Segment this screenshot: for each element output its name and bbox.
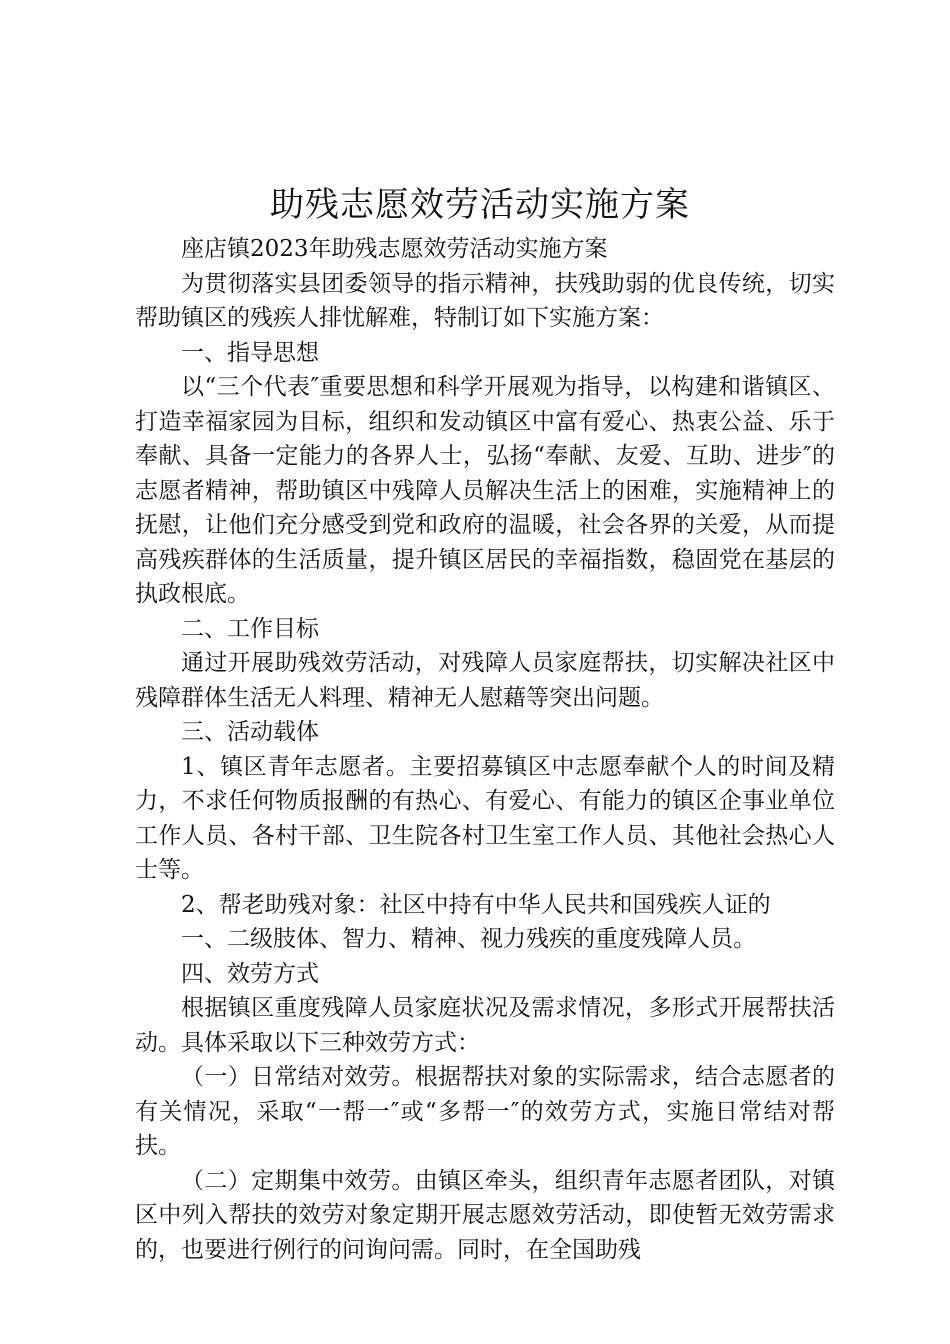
section-heading-work-goals: 二、工作目标 xyxy=(181,615,319,642)
paragraph-service-methods: 根据镇区重度残障人员家庭状况及需求情况，多形式开展帮扶活动。具体采取以下三种效劳方式： xyxy=(135,995,835,1056)
paragraph-assistance-targets: 2、帮老助残对象：社区中持有中华人民共和国残疾人证的 xyxy=(181,891,771,918)
paragraph-guiding-ideology: 以“三个代表″重要思想和科学开展观为指导，以构建和谐镇区、打造幸福家园为目标，组织和发动镇区中富有爱心、热衷公益、乐于奉献、具备一定能力的各界人士，弘扬“奉献、友爱、互助、进步″的志愿者精神，帮助镇区中残障人员解决生活上的困难，实施精神上的抚慰，让他们充分感受到党和政府的温暖，社会各界的关爱，从而提高残疾群体的生活质量，提升镇区居民的幸福指数，稳固党在基层的执政根底。 xyxy=(135,374,835,607)
paragraph-periodic-service: （二）定期集中效劳。由镇区牵头，组织青年志愿者团队，对镇区中列入帮扶的效劳对象定期开展志愿效劳活动，即使暂无效劳需求的，也要进行例行的问询问需。同时，在全国助残 xyxy=(135,1167,835,1263)
section-heading-guiding-ideology: 一、指导思想 xyxy=(181,339,319,366)
paragraph-disability-levels: 一、二级肢体、智力、精神、视力残疾的重度残障人员。 xyxy=(181,926,756,952)
document-title: 助残志愿效劳活动实施方案 xyxy=(270,185,690,225)
paragraph-work-goals: 通过开展助残效劳活动，对残障人员家庭帮扶，切实解决社区中残障群体生活无人料理、精神无人慰藉等突出问题。 xyxy=(135,650,835,711)
paragraph-daily-pairing: （一）日常结对效劳。根据帮扶对象的实际需求，结合志愿者的有关情况，采取“一帮一″或“多帮一″的效劳方式，实施日常结对帮扶。 xyxy=(135,1064,835,1159)
document-body xyxy=(135,232,835,1267)
paragraph-volunteers: 1、镇区青年志愿者。主要招募镇区中志愿奉献个人的时间及精力，不求任何物质报酬的有热心、有爱心、有能力的镇区企事业单位工作人员、各村干部、卫生院各村卫生室工作人员、其他社会热心人士等。 xyxy=(135,753,835,883)
paragraph-intro: 为贯彻落实县团委领导的指示精神，扶残助弱的优良传统，切实帮助镇区的残疾人排忧解难，特制订如下实施方案： xyxy=(135,270,835,331)
paragraph-subtitle: 座店镇2023年助残志愿效劳活动实施方案 xyxy=(181,236,608,262)
section-heading-activity-carrier: 三、活动载体 xyxy=(181,719,319,745)
section-heading-service-methods: 四、效劳方式 xyxy=(181,960,319,987)
